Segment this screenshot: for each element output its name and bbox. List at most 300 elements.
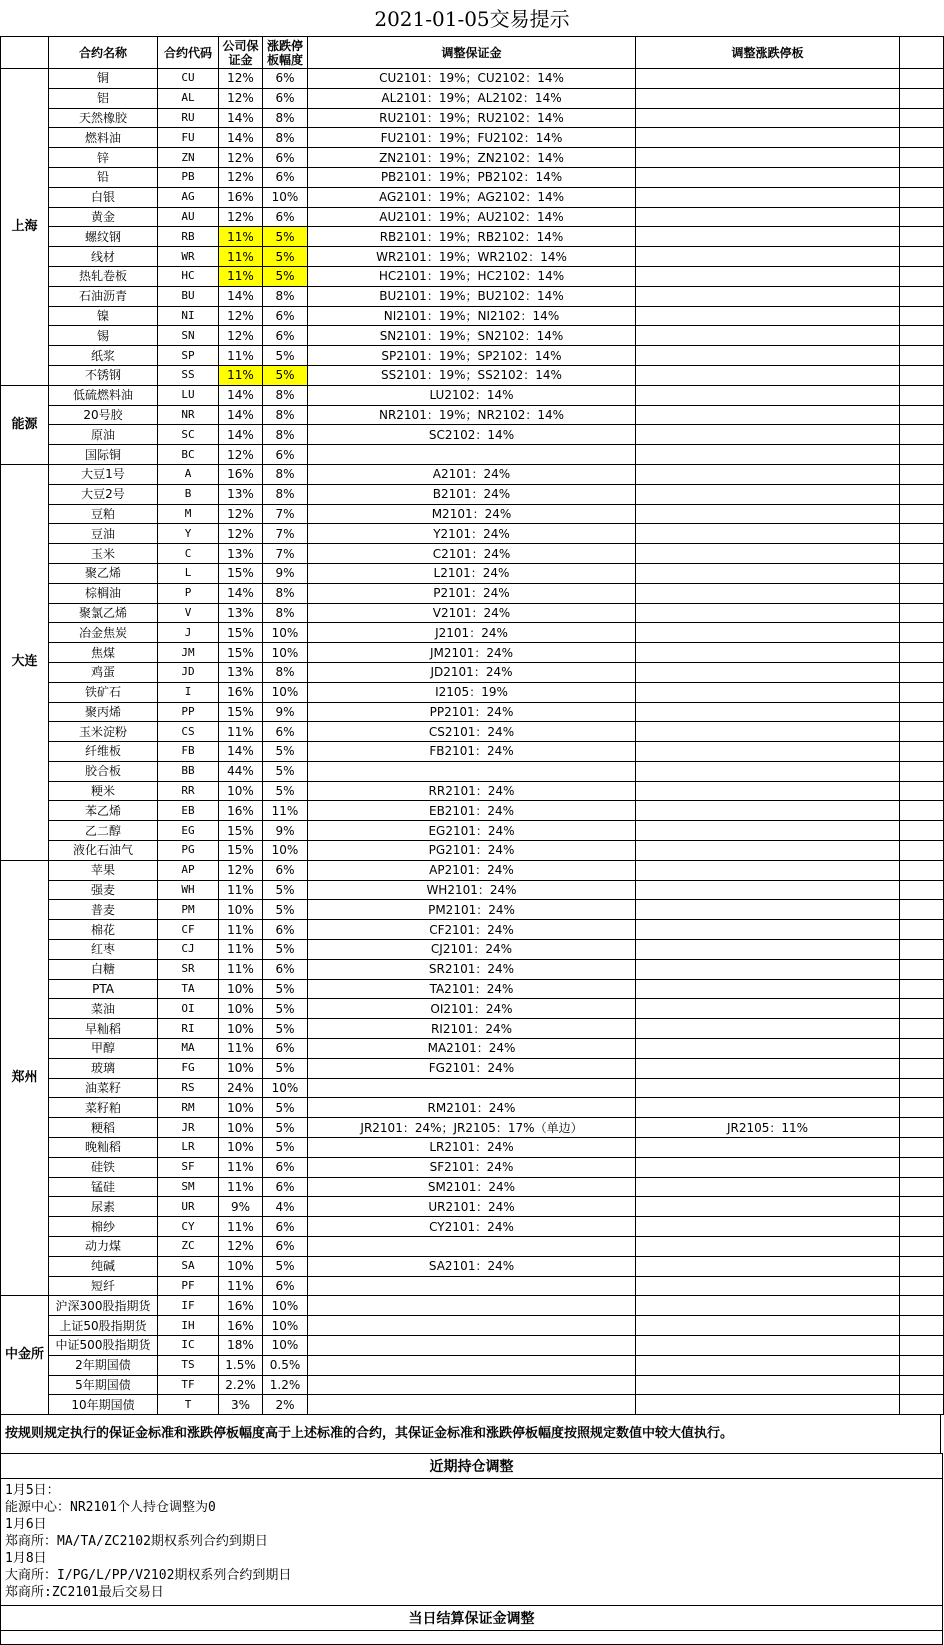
- table-row: [1, 940, 944, 960]
- contract-code: Y: [158, 524, 219, 544]
- contract-name: 粳米: [49, 781, 158, 801]
- contract-code: WH: [158, 880, 219, 900]
- adjusted-margin: SA2101：24%: [308, 1256, 636, 1276]
- extra-cell: [900, 1217, 944, 1237]
- contract-code: CU: [158, 69, 219, 89]
- contract-code: L: [158, 563, 219, 583]
- company-margin: 10%: [219, 1098, 263, 1118]
- adjusted-margin: CS2101：24%: [308, 722, 636, 742]
- adjusted-limit: [636, 920, 900, 940]
- contract-name: 锡: [49, 326, 158, 346]
- adjusted-margin: SC2102：14%: [308, 425, 636, 445]
- contract-code: PF: [158, 1276, 219, 1296]
- contract-code: V: [158, 603, 219, 623]
- adjusted-limit: [636, 643, 900, 663]
- adjusted-limit: [636, 1157, 900, 1177]
- company-margin: 10%: [219, 900, 263, 920]
- company-margin: 10%: [219, 1019, 263, 1039]
- contract-code: SC: [158, 425, 219, 445]
- company-margin: 12%: [219, 504, 263, 524]
- company-margin: 10%: [219, 999, 263, 1019]
- adjusted-limit: [636, 1276, 900, 1296]
- table-row: [1, 464, 944, 484]
- extra-cell: [900, 1375, 944, 1395]
- price-limit: 8%: [263, 603, 308, 623]
- contract-name: 甲醇: [49, 1039, 158, 1059]
- adjusted-margin: [308, 1316, 636, 1336]
- table-row: [1, 247, 944, 267]
- table-row: [1, 88, 944, 108]
- extra-cell: [900, 940, 944, 960]
- table-row: [1, 623, 944, 643]
- contract-code: RI: [158, 1019, 219, 1039]
- table-row: [1, 1058, 944, 1078]
- table-row: [1, 900, 944, 920]
- adjusted-limit: [636, 207, 900, 227]
- adj-margin-header: 调整保证金: [308, 37, 636, 69]
- contract-code: SM: [158, 1177, 219, 1197]
- company-margin: 13%: [219, 484, 263, 504]
- adjusted-limit: [636, 1395, 900, 1415]
- adjusted-margin: PG2101：24%: [308, 841, 636, 861]
- adjusted-margin: J2101：24%: [308, 623, 636, 643]
- adjusted-margin: EB2101：24%: [308, 801, 636, 821]
- contract-code: TF: [158, 1375, 219, 1395]
- adjusted-margin: RI2101：24%: [308, 1019, 636, 1039]
- adjusted-limit: [636, 1296, 900, 1316]
- company-margin: 11%: [219, 880, 263, 900]
- contract-code: SA: [158, 1256, 219, 1276]
- company-margin: 12%: [219, 148, 263, 168]
- contract-code: AU: [158, 207, 219, 227]
- price-limit: 5%: [263, 900, 308, 920]
- table-row: [1, 524, 944, 544]
- extra-cell: [900, 959, 944, 979]
- extra-cell: [900, 603, 944, 623]
- extra-cell: [900, 69, 944, 89]
- company-margin: 44%: [219, 761, 263, 781]
- adjusted-margin: JR2101：24%；JR2105：17%（单边）: [308, 1118, 636, 1138]
- company-margin: 11%: [219, 1039, 263, 1059]
- company-margin: 3%: [219, 1395, 263, 1415]
- adjusted-limit: [636, 464, 900, 484]
- price-limit: 10%: [263, 1336, 308, 1356]
- price-limit: 9%: [263, 563, 308, 583]
- contract-code: RB: [158, 227, 219, 247]
- extra-cell: [900, 900, 944, 920]
- adjusted-margin: M2101：24%: [308, 504, 636, 524]
- contract-code: MA: [158, 1039, 219, 1059]
- adjusted-limit: [636, 742, 900, 762]
- adjusted-margin: AP2101：24%: [308, 860, 636, 880]
- extra-cell: [900, 563, 944, 583]
- table-row: [1, 227, 944, 247]
- table-row: [1, 306, 944, 326]
- adjusted-limit: [636, 346, 900, 366]
- price-limit: 6%: [263, 959, 308, 979]
- contract-name: 棉花: [49, 920, 158, 940]
- adjusted-margin: FB2101：24%: [308, 742, 636, 762]
- company-margin: 16%: [219, 464, 263, 484]
- table-row: [1, 761, 944, 781]
- contract-code: NI: [158, 306, 219, 326]
- contract-code: C: [158, 544, 219, 564]
- exchange-name: 能源: [1, 385, 49, 464]
- extra-cell: [900, 1256, 944, 1276]
- adjusted-margin: [308, 1375, 636, 1395]
- table-row: [1, 365, 944, 385]
- adjusted-limit: [636, 108, 900, 128]
- adjusted-limit: [636, 69, 900, 89]
- extra-cell: [900, 1316, 944, 1336]
- table-row: [1, 999, 944, 1019]
- adjusted-limit: JR2105：11%: [636, 1118, 900, 1138]
- contract-name: 镍: [49, 306, 158, 326]
- contract-name: 原油: [49, 425, 158, 445]
- contract-code: TS: [158, 1355, 219, 1375]
- contract-name: 低硫燃料油: [49, 385, 158, 405]
- company-margin: 13%: [219, 662, 263, 682]
- adjusted-margin: JD2101：24%: [308, 662, 636, 682]
- extra-cell: [900, 702, 944, 722]
- contract-code: SN: [158, 326, 219, 346]
- contract-code: CY: [158, 1217, 219, 1237]
- adjusted-margin: MA2101：24%: [308, 1039, 636, 1059]
- adjusted-margin: WH2101：24%: [308, 880, 636, 900]
- adjusted-limit: [636, 603, 900, 623]
- price-limit: 6%: [263, 148, 308, 168]
- adjusted-limit: [636, 623, 900, 643]
- price-limit: 5%: [263, 979, 308, 999]
- contract-name: 中证500股指期货: [49, 1336, 158, 1356]
- contract-code: SS: [158, 365, 219, 385]
- table-row: [1, 603, 944, 623]
- contract-name: 粳稻: [49, 1118, 158, 1138]
- adjusted-limit: [636, 1058, 900, 1078]
- contract-name: 乙二醇: [49, 821, 158, 841]
- company-margin: 15%: [219, 643, 263, 663]
- adjusted-limit: [636, 1336, 900, 1356]
- contract-name: 锌: [49, 148, 158, 168]
- company-margin: 16%: [219, 1316, 263, 1336]
- adjusted-limit: [636, 128, 900, 148]
- extra-cell: [900, 266, 944, 286]
- contract-code: AL: [158, 88, 219, 108]
- extra-cell: [900, 504, 944, 524]
- contract-code: J: [158, 623, 219, 643]
- company-margin: 9%: [219, 1197, 263, 1217]
- extra-cell: [900, 860, 944, 880]
- contract-name: 苯乙烯: [49, 801, 158, 821]
- adjusted-margin: [308, 761, 636, 781]
- contract-code: PM: [158, 900, 219, 920]
- table-row: [1, 445, 944, 465]
- contract-name: 棕榈油: [49, 583, 158, 603]
- contract-name: 短纤: [49, 1276, 158, 1296]
- adjusted-limit: [636, 484, 900, 504]
- extra-cell: [900, 662, 944, 682]
- adjusted-limit: [636, 306, 900, 326]
- contract-name: 棉纱: [49, 1217, 158, 1237]
- table-row: [1, 1256, 944, 1276]
- company-margin: 14%: [219, 128, 263, 148]
- contract-code: AP: [158, 860, 219, 880]
- contract-name: 早籼稻: [49, 1019, 158, 1039]
- extra-cell: [900, 524, 944, 544]
- contract-name: 5年期国债: [49, 1375, 158, 1395]
- contract-name: 2年期国债: [49, 1355, 158, 1375]
- table-row: [1, 821, 944, 841]
- extra-cell: [900, 326, 944, 346]
- adjusted-limit: [636, 1256, 900, 1276]
- price-limit: 5%: [263, 1138, 308, 1158]
- table-row: [1, 662, 944, 682]
- table-row: [1, 167, 944, 187]
- contract-code: FB: [158, 742, 219, 762]
- company-margin: 10%: [219, 1058, 263, 1078]
- table-row: [1, 1078, 944, 1098]
- contract-code: LU: [158, 385, 219, 405]
- recent-position-list: [0, 1479, 943, 1605]
- price-limit: 6%: [263, 326, 308, 346]
- margin-header: 公司保证金: [219, 37, 263, 69]
- price-limit: 5%: [263, 365, 308, 385]
- contract-code: CS: [158, 722, 219, 742]
- contract-name: 10年期国债: [49, 1395, 158, 1415]
- price-limit: 8%: [263, 108, 308, 128]
- adjusted-limit: [636, 563, 900, 583]
- extra-cell: [900, 425, 944, 445]
- adjusted-limit: [636, 682, 900, 702]
- contract-code: CJ: [158, 940, 219, 960]
- adj-limit-header: 调整涨跌停板: [636, 37, 900, 69]
- company-margin: 11%: [219, 365, 263, 385]
- adjusted-margin: LR2101：24%: [308, 1138, 636, 1158]
- extra-cell: [900, 583, 944, 603]
- adjusted-margin: FG2101：24%: [308, 1058, 636, 1078]
- extra-cell: [900, 1078, 944, 1098]
- contract-name: 红枣: [49, 940, 158, 960]
- adjusted-margin: [308, 1355, 636, 1375]
- adjusted-limit: [636, 880, 900, 900]
- company-margin: 14%: [219, 742, 263, 762]
- table-row: [1, 841, 944, 861]
- company-margin: 16%: [219, 1296, 263, 1316]
- adjusted-margin: L2101：24%: [308, 563, 636, 583]
- price-limit: 8%: [263, 425, 308, 445]
- contract-name: 铜: [49, 69, 158, 89]
- contract-name: 白银: [49, 187, 158, 207]
- contract-name: 菜籽粕: [49, 1098, 158, 1118]
- adjusted-margin: NR2101：19%；NR2102：14%: [308, 405, 636, 425]
- settlement-blank-row: [0, 1631, 943, 1645]
- extra-cell: [900, 1157, 944, 1177]
- table-row: [1, 69, 944, 89]
- extra-cell: [900, 464, 944, 484]
- table-row: [1, 682, 944, 702]
- extra-header: [900, 37, 944, 69]
- price-limit: 5%: [263, 1098, 308, 1118]
- extra-cell: [900, 148, 944, 168]
- contract-name: 玻璃: [49, 1058, 158, 1078]
- adjusted-limit: [636, 900, 900, 920]
- table-row: [1, 920, 944, 940]
- extra-cell: [900, 365, 944, 385]
- price-limit: 5%: [263, 999, 308, 1019]
- extra-cell: [900, 207, 944, 227]
- contract-code: EG: [158, 821, 219, 841]
- contract-code: BB: [158, 761, 219, 781]
- extra-cell: [900, 306, 944, 326]
- table-row: [1, 1355, 944, 1375]
- price-limit: 6%: [263, 445, 308, 465]
- contract-name: 不锈钢: [49, 365, 158, 385]
- extra-cell: [900, 1177, 944, 1197]
- company-margin: 12%: [219, 445, 263, 465]
- company-margin: 12%: [219, 306, 263, 326]
- adjusted-margin: C2101：24%: [308, 544, 636, 564]
- recent-line: 1月6日: [5, 1517, 47, 1533]
- adjusted-limit: [636, 583, 900, 603]
- recent-line: 能源中心：NR2101个人持仓调整为0: [5, 1500, 216, 1516]
- contract-code: TA: [158, 979, 219, 999]
- contract-name: 铅: [49, 167, 158, 187]
- table-row: [1, 702, 944, 722]
- margin-table: [0, 36, 944, 1415]
- contract-name: 铁矿石: [49, 682, 158, 702]
- adjusted-margin: CU2101：19%；CU2102：14%: [308, 69, 636, 89]
- adjusted-limit: [636, 801, 900, 821]
- contract-name: 大豆1号: [49, 464, 158, 484]
- company-margin: 14%: [219, 286, 263, 306]
- contract-code: BU: [158, 286, 219, 306]
- price-limit: 8%: [263, 662, 308, 682]
- contract-code: LR: [158, 1138, 219, 1158]
- table-row: [1, 385, 944, 405]
- table-row: [1, 959, 944, 979]
- contract-code: A: [158, 464, 219, 484]
- contract-code: BC: [158, 445, 219, 465]
- adjusted-limit: [636, 227, 900, 247]
- contract-name: 油菜籽: [49, 1078, 158, 1098]
- adjusted-margin: AG2101：19%；AG2102：14%: [308, 187, 636, 207]
- adjusted-limit: [636, 1375, 900, 1395]
- adjusted-margin: AU2101：19%；AU2102：14%: [308, 207, 636, 227]
- company-margin: 11%: [219, 920, 263, 940]
- table-row: [1, 880, 944, 900]
- adjusted-limit: [636, 781, 900, 801]
- price-limit: 5%: [263, 781, 308, 801]
- adjusted-limit: [636, 761, 900, 781]
- company-margin: 10%: [219, 1256, 263, 1276]
- company-margin: 2.2%: [219, 1375, 263, 1395]
- adjusted-limit: [636, 1237, 900, 1257]
- contract-code: AG: [158, 187, 219, 207]
- adjusted-limit: [636, 1217, 900, 1237]
- contract-code: M: [158, 504, 219, 524]
- extra-cell: [900, 108, 944, 128]
- extra-cell: [900, 1395, 944, 1415]
- extra-cell: [900, 544, 944, 564]
- adjusted-margin: PP2101：24%: [308, 702, 636, 722]
- adjusted-limit: [636, 326, 900, 346]
- adjusted-margin: P2101：24%: [308, 583, 636, 603]
- company-margin: 14%: [219, 425, 263, 445]
- contract-name: 上证50股指期货: [49, 1316, 158, 1336]
- adjusted-margin: CJ2101：24%: [308, 940, 636, 960]
- company-margin: 16%: [219, 801, 263, 821]
- adjusted-margin: Y2101：24%: [308, 524, 636, 544]
- adjusted-limit: [636, 1098, 900, 1118]
- contract-name: 豆粕: [49, 504, 158, 524]
- recent-line: 大商所：I/PG/L/PP/V2102期权系列合约到期日: [5, 1568, 292, 1584]
- adjusted-limit: [636, 702, 900, 722]
- price-limit: 5%: [263, 1058, 308, 1078]
- extra-cell: [900, 1058, 944, 1078]
- adjusted-margin: [308, 1078, 636, 1098]
- adjusted-limit: [636, 1019, 900, 1039]
- table-row: [1, 1177, 944, 1197]
- extra-cell: [900, 385, 944, 405]
- contract-name: PTA: [49, 979, 158, 999]
- price-limit: 7%: [263, 504, 308, 524]
- adjusted-margin: JM2101：24%: [308, 643, 636, 663]
- adjusted-limit: [636, 1355, 900, 1375]
- price-limit: 5%: [263, 880, 308, 900]
- price-limit: 10%: [263, 623, 308, 643]
- contract-code: SP: [158, 346, 219, 366]
- contract-code: FG: [158, 1058, 219, 1078]
- table-row: [1, 1237, 944, 1257]
- price-limit: 10%: [263, 1316, 308, 1336]
- adjusted-margin: SS2101：19%；SS2102：14%: [308, 365, 636, 385]
- extra-cell: [900, 247, 944, 267]
- table-row: [1, 425, 944, 445]
- extra-cell: [900, 405, 944, 425]
- company-margin: 13%: [219, 544, 263, 564]
- price-limit: 6%: [263, 920, 308, 940]
- adjusted-limit: [636, 940, 900, 960]
- table-row: [1, 979, 944, 999]
- adjusted-limit: [636, 1138, 900, 1158]
- price-limit: 5%: [263, 742, 308, 762]
- adjusted-margin: WR2101：19%；WR2102：14%: [308, 247, 636, 267]
- contract-code: WR: [158, 247, 219, 267]
- recent-position-title: 近期持仓调整: [0, 1453, 943, 1479]
- company-margin: 1.5%: [219, 1355, 263, 1375]
- company-margin: 15%: [219, 821, 263, 841]
- price-limit: 6%: [263, 1157, 308, 1177]
- contract-name: 锰硅: [49, 1177, 158, 1197]
- company-margin: 10%: [219, 1138, 263, 1158]
- contract-name: 动力煤: [49, 1237, 158, 1257]
- company-margin: 13%: [219, 603, 263, 623]
- contract-name: 聚乙烯: [49, 563, 158, 583]
- extra-cell: [900, 682, 944, 702]
- contract-name: 燃料油: [49, 128, 158, 148]
- company-margin: 12%: [219, 207, 263, 227]
- adjusted-margin: A2101：24%: [308, 464, 636, 484]
- company-margin: 12%: [219, 860, 263, 880]
- contract-name: 液化石油气: [49, 841, 158, 861]
- company-margin: 10%: [219, 781, 263, 801]
- adjusted-margin: CF2101：24%: [308, 920, 636, 940]
- adjusted-limit: [636, 662, 900, 682]
- price-limit: 9%: [263, 702, 308, 722]
- price-limit: 2%: [263, 1395, 308, 1415]
- contract-name: 胶合板: [49, 761, 158, 781]
- adjusted-margin: BU2101：19%；BU2102：14%: [308, 286, 636, 306]
